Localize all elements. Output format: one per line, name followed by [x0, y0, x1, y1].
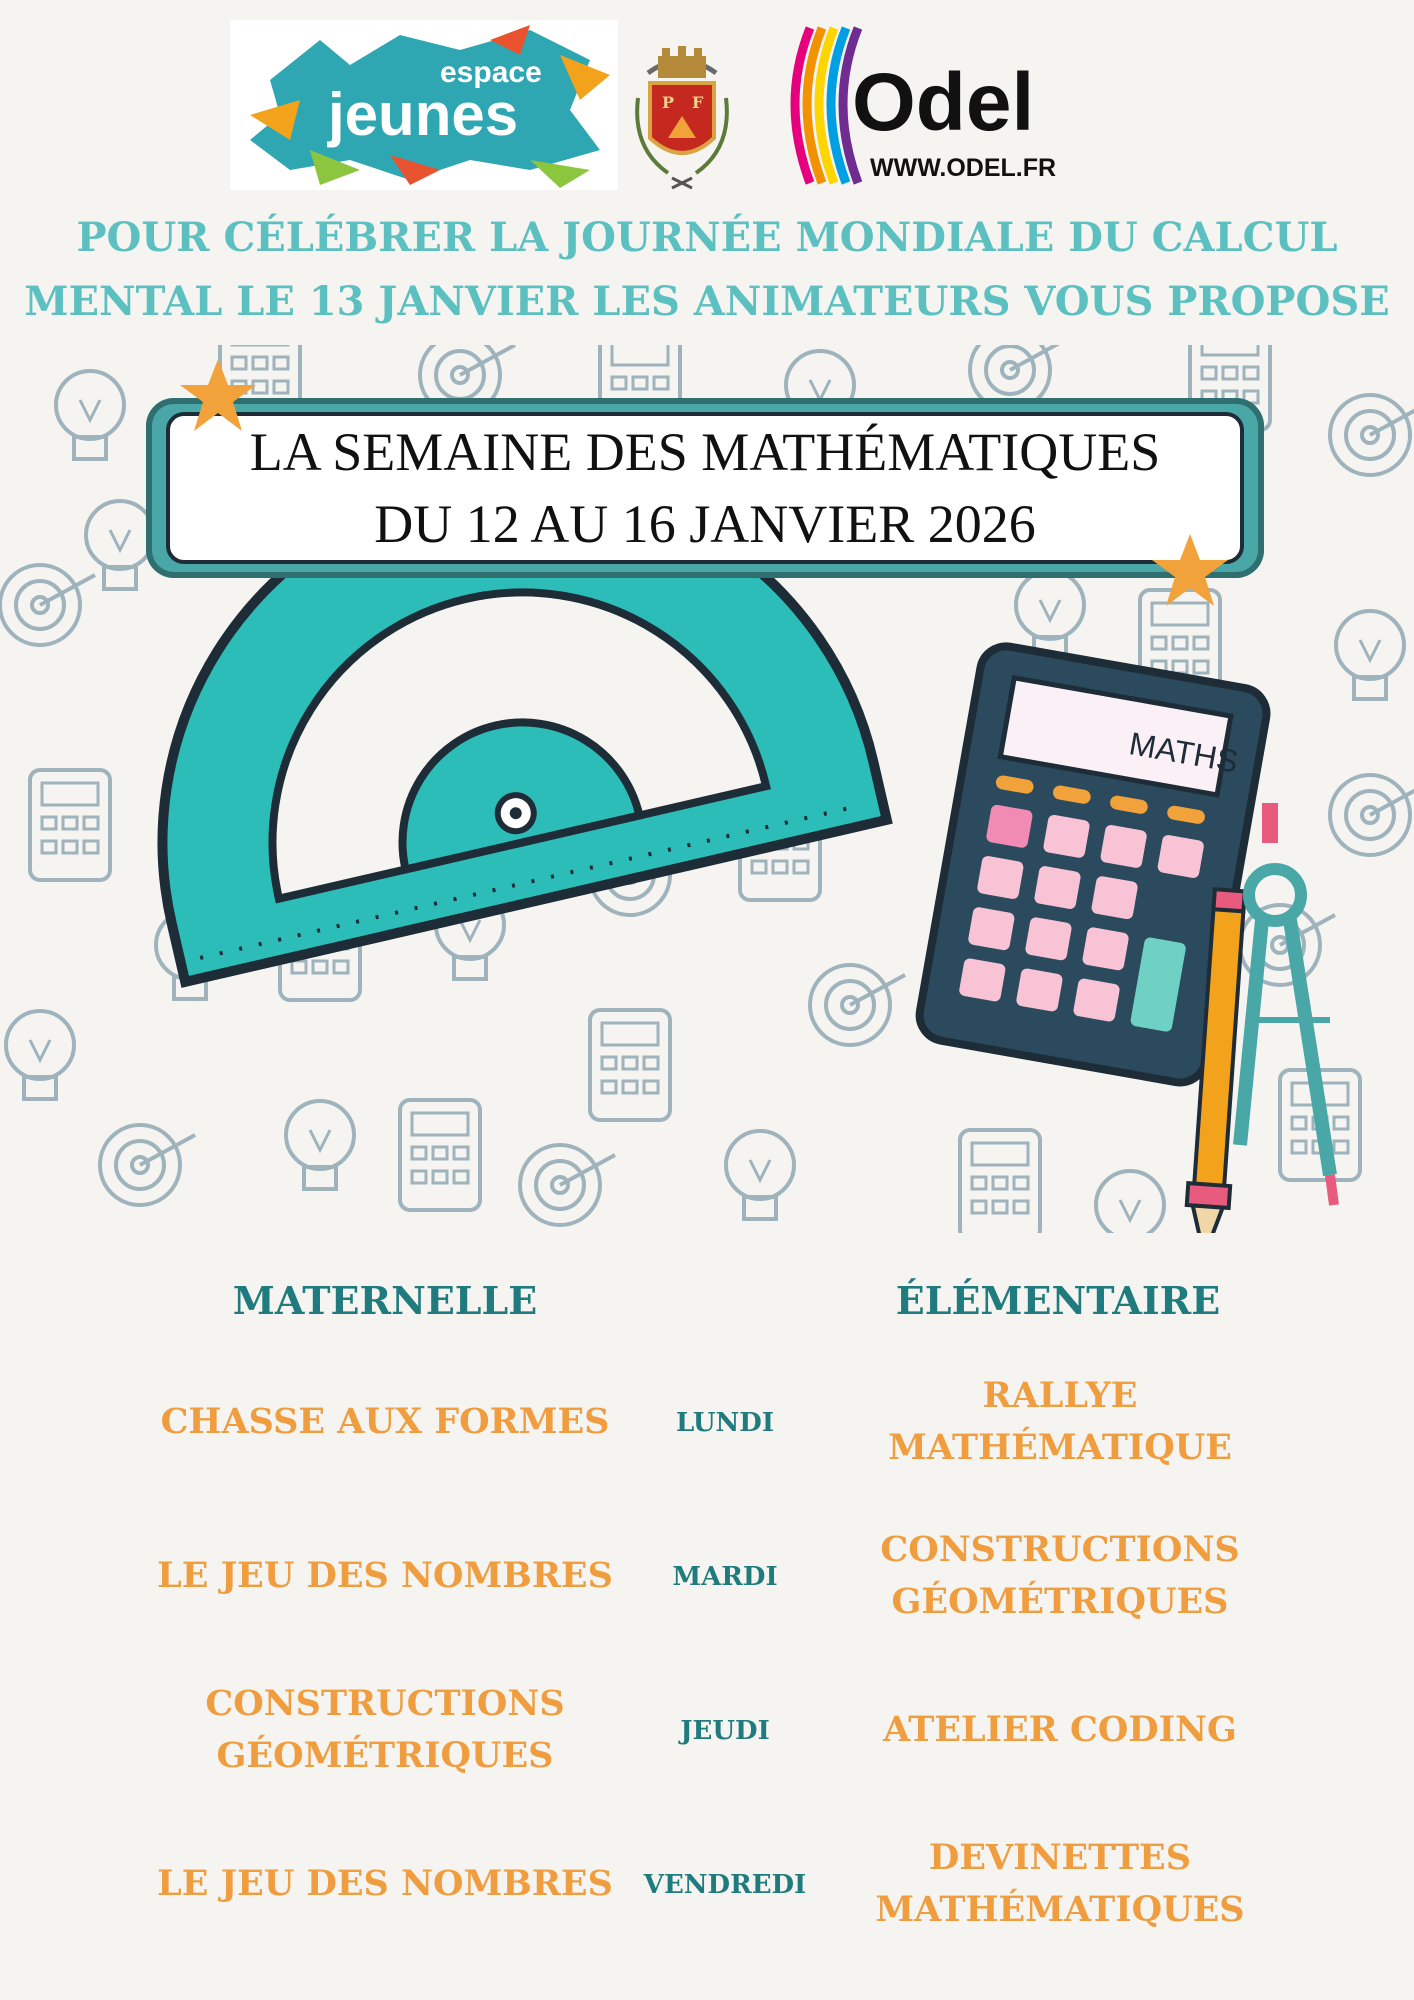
activity-line: CONSTRUCTIONS	[880, 1529, 1240, 1570]
schedule-row-vendredi	[0, 1832, 1414, 1936]
activity-maternelle	[155, 1396, 615, 1448]
odel-url: WWW.ODEL.FR	[870, 154, 1057, 182]
schedule-row-jeudi	[0, 1678, 1414, 1782]
day-label: MARDI	[672, 1562, 778, 1592]
day-label: JEUDI	[680, 1716, 770, 1746]
activity-maternelle	[155, 1678, 615, 1782]
intro-line-2: MENTAL LE 13 JANVIER LES ANIMATEURS VOUS PROPOSE	[24, 278, 1390, 325]
day-label: VENDREDI	[643, 1870, 807, 1900]
title-banner-card	[166, 412, 1244, 564]
activity-maternelle	[155, 1858, 615, 1910]
jeunes-text: jeunes	[328, 81, 519, 148]
activity-line: ATELIER CODING	[883, 1709, 1237, 1750]
calculator-screen-text: MATHS	[1126, 725, 1241, 780]
activity-line: RALLYE	[982, 1375, 1138, 1416]
odel-name: Odel	[852, 57, 1035, 148]
crest-letter-f: F	[692, 93, 704, 112]
activity-line: CONSTRUCTIONS	[205, 1683, 565, 1724]
activity-line: GÉOMÉTRIQUES	[891, 1581, 1229, 1622]
activity-line: CHASSE AUX FORMES	[160, 1401, 610, 1442]
intro-text	[0, 206, 1414, 334]
activity-line: MATHÉMATIQUE	[888, 1427, 1232, 1468]
banner-dates: DU 12 AU 16 JANVIER 2026	[374, 494, 1036, 554]
day-label: LUNDI	[675, 1408, 774, 1438]
activity-elementaire	[840, 1832, 1280, 1936]
schedule-row-lundi	[0, 1370, 1414, 1474]
espace-jeunes-logo	[230, 20, 618, 190]
odel-logo	[770, 18, 1070, 193]
compass-illustration	[1240, 803, 1334, 1205]
activity-elementaire	[840, 1524, 1280, 1628]
schedule-table	[0, 1240, 1414, 2000]
column-heading-maternelle: MATERNELLE	[232, 1278, 538, 1323]
activity-line: MATHÉMATIQUES	[875, 1889, 1245, 1930]
star-icon	[1150, 530, 1230, 610]
activity-line: LE JEU DES NOMBRES	[157, 1555, 613, 1596]
activity-line: DEVINETTES	[928, 1837, 1192, 1878]
activity-elementaire	[840, 1370, 1280, 1474]
activity-line: LE JEU DES NOMBRES	[157, 1863, 613, 1904]
schedule-row-mardi	[0, 1524, 1414, 1628]
logo-bar	[0, 18, 1414, 193]
activity-line: GÉOMÉTRIQUES	[216, 1735, 554, 1776]
activity-maternelle	[155, 1550, 615, 1602]
espace-text: espace	[440, 56, 542, 89]
title-banner	[146, 398, 1264, 578]
banner-title: LA SEMAINE DES MATHÉMATIQUES	[249, 422, 1161, 482]
town-crest-logo	[628, 28, 736, 193]
intro-line-1: POUR CÉLÉBRER LA JOURNÉE MONDIALE DU CALCUL	[76, 214, 1338, 261]
activity-elementaire	[840, 1704, 1280, 1756]
column-heading-elementaire: ÉLÉMENTAIRE	[895, 1278, 1221, 1323]
crest-letter-p: P	[662, 93, 675, 112]
star-icon	[178, 355, 258, 435]
